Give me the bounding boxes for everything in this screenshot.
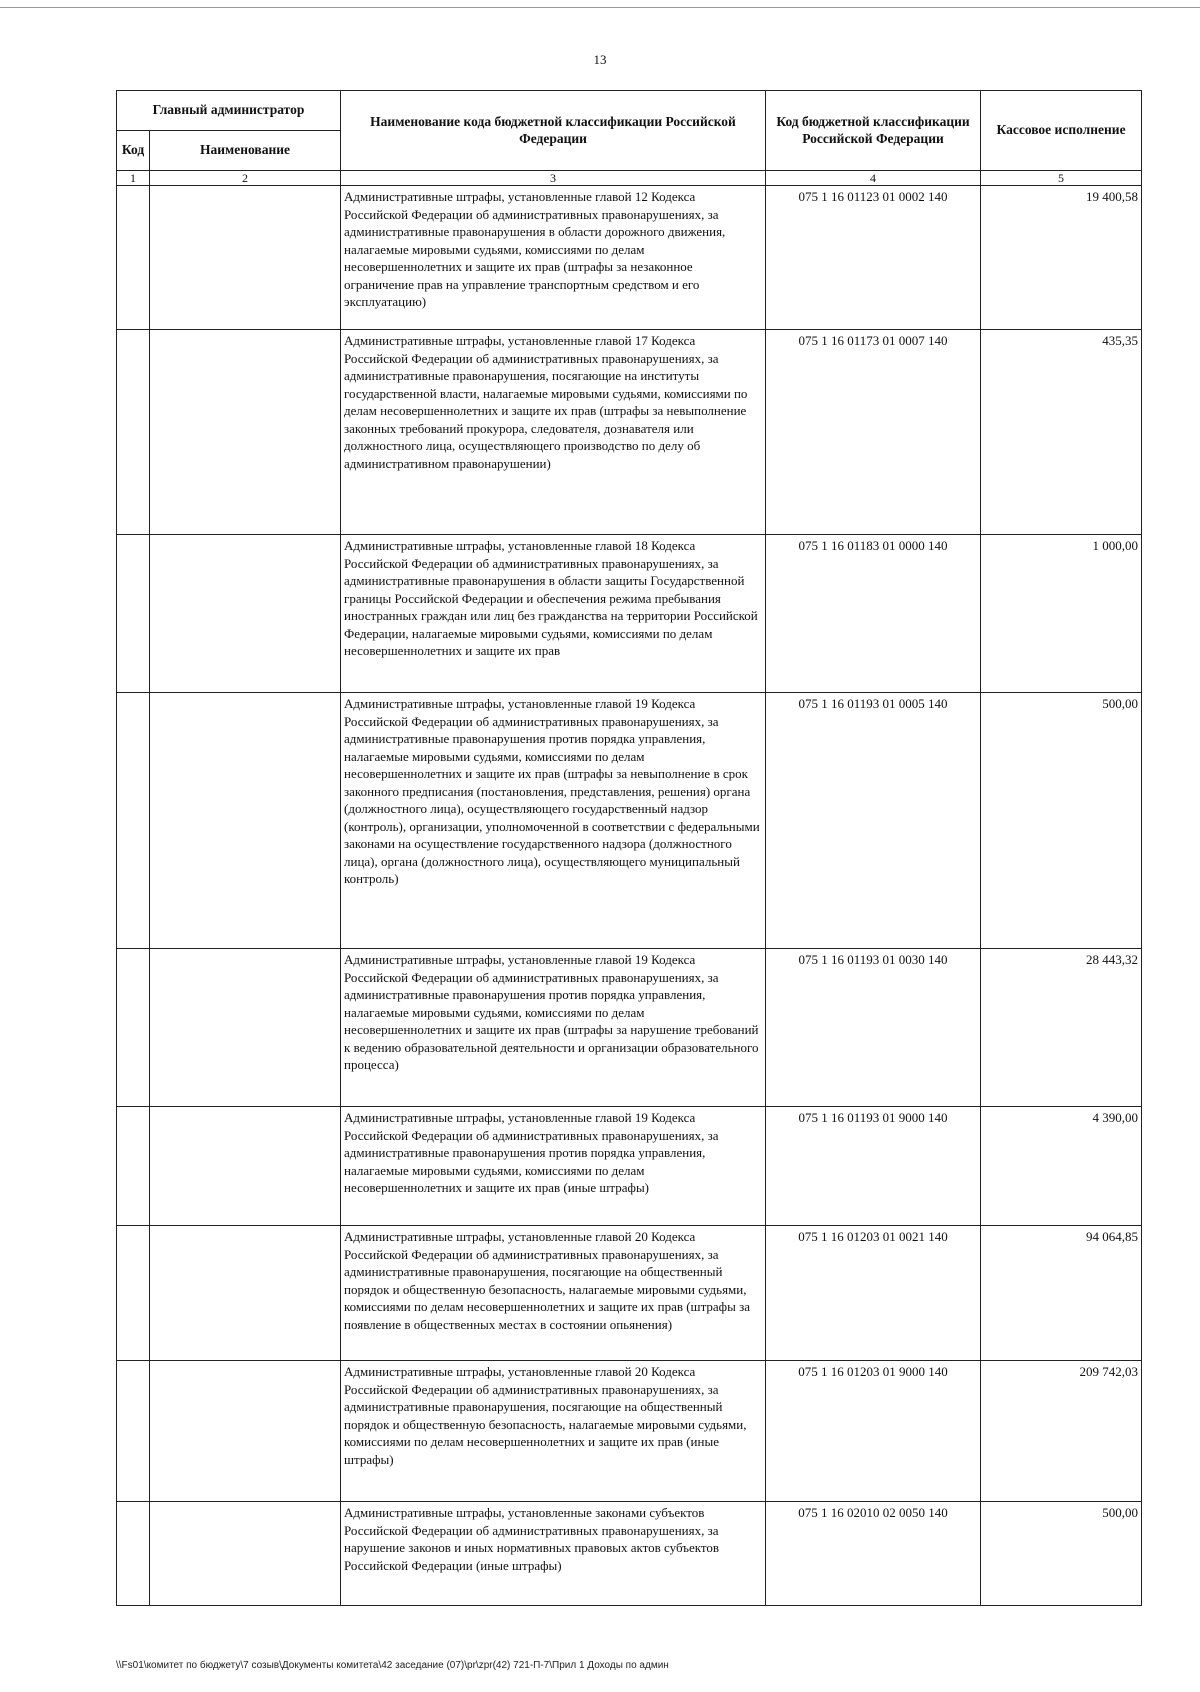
admin-name-cell (150, 330, 341, 535)
column-number: 4 (766, 171, 981, 186)
admin-name-cell (150, 693, 341, 949)
bk-code-cell: 075 1 16 01173 01 0007 140 (766, 330, 981, 535)
file-path-footer: \\Fs01\комитет по бюджету\7 созыв\Документы комитета\42 заседание (07)\pr\zpr(42) 721-П-7\Прил 1 Доходы по админ (116, 1660, 669, 1671)
admin-name-cell (150, 1502, 341, 1606)
admin-name-cell (150, 1361, 341, 1502)
bk-code-cell: 075 1 16 01193 01 0030 140 (766, 949, 981, 1107)
admin-code-cell (117, 949, 150, 1107)
bk-code-cell: 075 1 16 01193 01 9000 140 (766, 1107, 981, 1226)
admin-code-cell (117, 330, 150, 535)
bk-code-cell: 075 1 16 01203 01 9000 140 (766, 1361, 981, 1502)
table-row (117, 693, 1142, 949)
table-row (117, 330, 1142, 535)
admin-code-cell (117, 1502, 150, 1606)
amount-cell: 94 064,85 (981, 1226, 1142, 1361)
header-execution: Кассовое исполнение (981, 91, 1142, 171)
description-cell: Административные штрафы, установленные главой 12 Кодекса Российской Федерации об административных правонарушениях, за административные правонарушения в области дорожного движения, налагаемые мировыми судьями, комиссиями по делам несовершеннолетних и защите их прав (штрафы за незаконное ограничение прав на управление транспортным средством и его эксплуатацию) (341, 186, 766, 330)
table-row (117, 186, 1142, 330)
description-cell: Административные штрафы, установленные главой 20 Кодекса Российской Федерации об административных правонарушениях, за административные правонарушения, посягающие на общественный порядок и общественную безопасность, налагаемые мировыми судьями, комиссиями по делам несовершеннолетних и защите их прав (штрафы за появление в общественных местах в состоянии опьянения) (341, 1226, 766, 1361)
table-row (117, 535, 1142, 693)
admin-code-cell (117, 1226, 150, 1361)
admin-code-cell (117, 186, 150, 330)
bk-code-cell: 075 1 16 02010 02 0050 140 (766, 1502, 981, 1606)
bk-code-cell: 075 1 16 01123 01 0002 140 (766, 186, 981, 330)
amount-cell: 28 443,32 (981, 949, 1142, 1107)
amount-cell: 500,00 (981, 693, 1142, 949)
table-row (117, 1226, 1142, 1361)
revenue-table (116, 90, 1142, 1606)
table-row (117, 1361, 1142, 1502)
amount-cell: 500,00 (981, 1502, 1142, 1606)
description-cell: Административные штрафы, установленные главой 19 Кодекса Российской Федерации об административных правонарушениях, за административные правонарушения против порядка управления, налагаемые мировыми судьями, комиссиями по делам несовершеннолетних и защите их прав (штрафы за нарушение требований к ведению образовательной деятельности и организации образовательного процесса) (341, 949, 766, 1107)
table-row (117, 1107, 1142, 1226)
column-number: 5 (981, 171, 1142, 186)
header-bk-name: Наименование кода бюджетной классификации Российской Федерации (341, 91, 766, 171)
header-group-admin: Главный администратор (117, 91, 341, 131)
description-cell: Административные штрафы, установленные главой 19 Кодекса Российской Федерации об административных правонарушениях, за административные правонарушения против порядка управления, налагаемые мировыми судьями, комиссиями по делам несовершеннолетних и защите их прав (штрафы за невыполнение в срок законного предписания (постановления, представления, решения) органа (должностного лица), осуществляющего государственный надзор (контроль), организации, уполномоченной в соответствии с федеральными законами на осуществление государственного надзора (должностного лица), органа (должностного лица), осуществляющего муниципальный контроль) (341, 693, 766, 949)
admin-code-cell (117, 1361, 150, 1502)
scan-top-edge (0, 7, 1200, 8)
amount-cell: 435,35 (981, 330, 1142, 535)
description-cell: Административные штрафы, установленные законами субъектов Российской Федерации об административных правонарушениях, за нарушение законов и иных нормативных правовых актов субъектов Российской Федерации (иные штрафы) (341, 1502, 766, 1606)
admin-name-cell (150, 535, 341, 693)
header-bk-code: Код бюджетной классификации Российской Федерации (766, 91, 981, 171)
admin-code-cell (117, 1107, 150, 1226)
admin-code-cell (117, 535, 150, 693)
description-cell: Административные штрафы, установленные главой 17 Кодекса Российской Федерации об административных правонарушениях, за административные правонарушения, посягающие на институты государственной власти, налагаемые мировыми судьями, комиссиями по делам несовершеннолетних и защите их прав (штрафы за невыполнение законных требований прокурора, следователя, дознавателя или должностного лица, осуществляющего производство по делу об административном правонарушении) (341, 330, 766, 535)
description-cell: Административные штрафы, установленные главой 20 Кодекса Российской Федерации об административных правонарушениях, за административные правонарушения, посягающие на общественный порядок и общественную безопасность, налагаемые мировыми судьями, комиссиями по делам несовершеннолетних и защите их прав (иные штрафы) (341, 1361, 766, 1502)
header-name: Наименование (150, 131, 341, 171)
amount-cell: 209 742,03 (981, 1361, 1142, 1502)
column-number: 2 (150, 171, 341, 186)
bk-code-cell: 075 1 16 01193 01 0005 140 (766, 693, 981, 949)
admin-code-cell (117, 693, 150, 949)
admin-name-cell (150, 1107, 341, 1226)
column-number: 3 (341, 171, 766, 186)
table-row (117, 949, 1142, 1107)
bk-code-cell: 075 1 16 01183 01 0000 140 (766, 535, 981, 693)
header-code: Код (117, 131, 150, 171)
description-cell: Административные штрафы, установленные главой 19 Кодекса Российской Федерации об административных правонарушениях, за административные правонарушения против порядка управления, налагаемые мировыми судьями, комиссиями по делам несовершеннолетних и защите их прав (иные штрафы) (341, 1107, 766, 1226)
admin-name-cell (150, 186, 341, 330)
admin-name-cell (150, 949, 341, 1107)
table-row (117, 1502, 1142, 1606)
amount-cell: 1 000,00 (981, 535, 1142, 693)
column-number: 1 (117, 171, 150, 186)
amount-cell: 19 400,58 (981, 186, 1142, 330)
description-cell: Административные штрафы, установленные главой 18 Кодекса Российской Федерации об административных правонарушениях, за административные правонарушения в области защиты Государственной границы Российской Федерации и обеспечения режима пребывания иностранных граждан или лиц без гражданства на территории Российской Федерации, налагаемые мировыми судьями, комиссиями по делам несовершеннолетних и защите их прав (341, 535, 766, 693)
amount-cell: 4 390,00 (981, 1107, 1142, 1226)
page-number: 13 (593, 52, 607, 67)
bk-code-cell: 075 1 16 01203 01 0021 140 (766, 1226, 981, 1361)
admin-name-cell (150, 1226, 341, 1361)
